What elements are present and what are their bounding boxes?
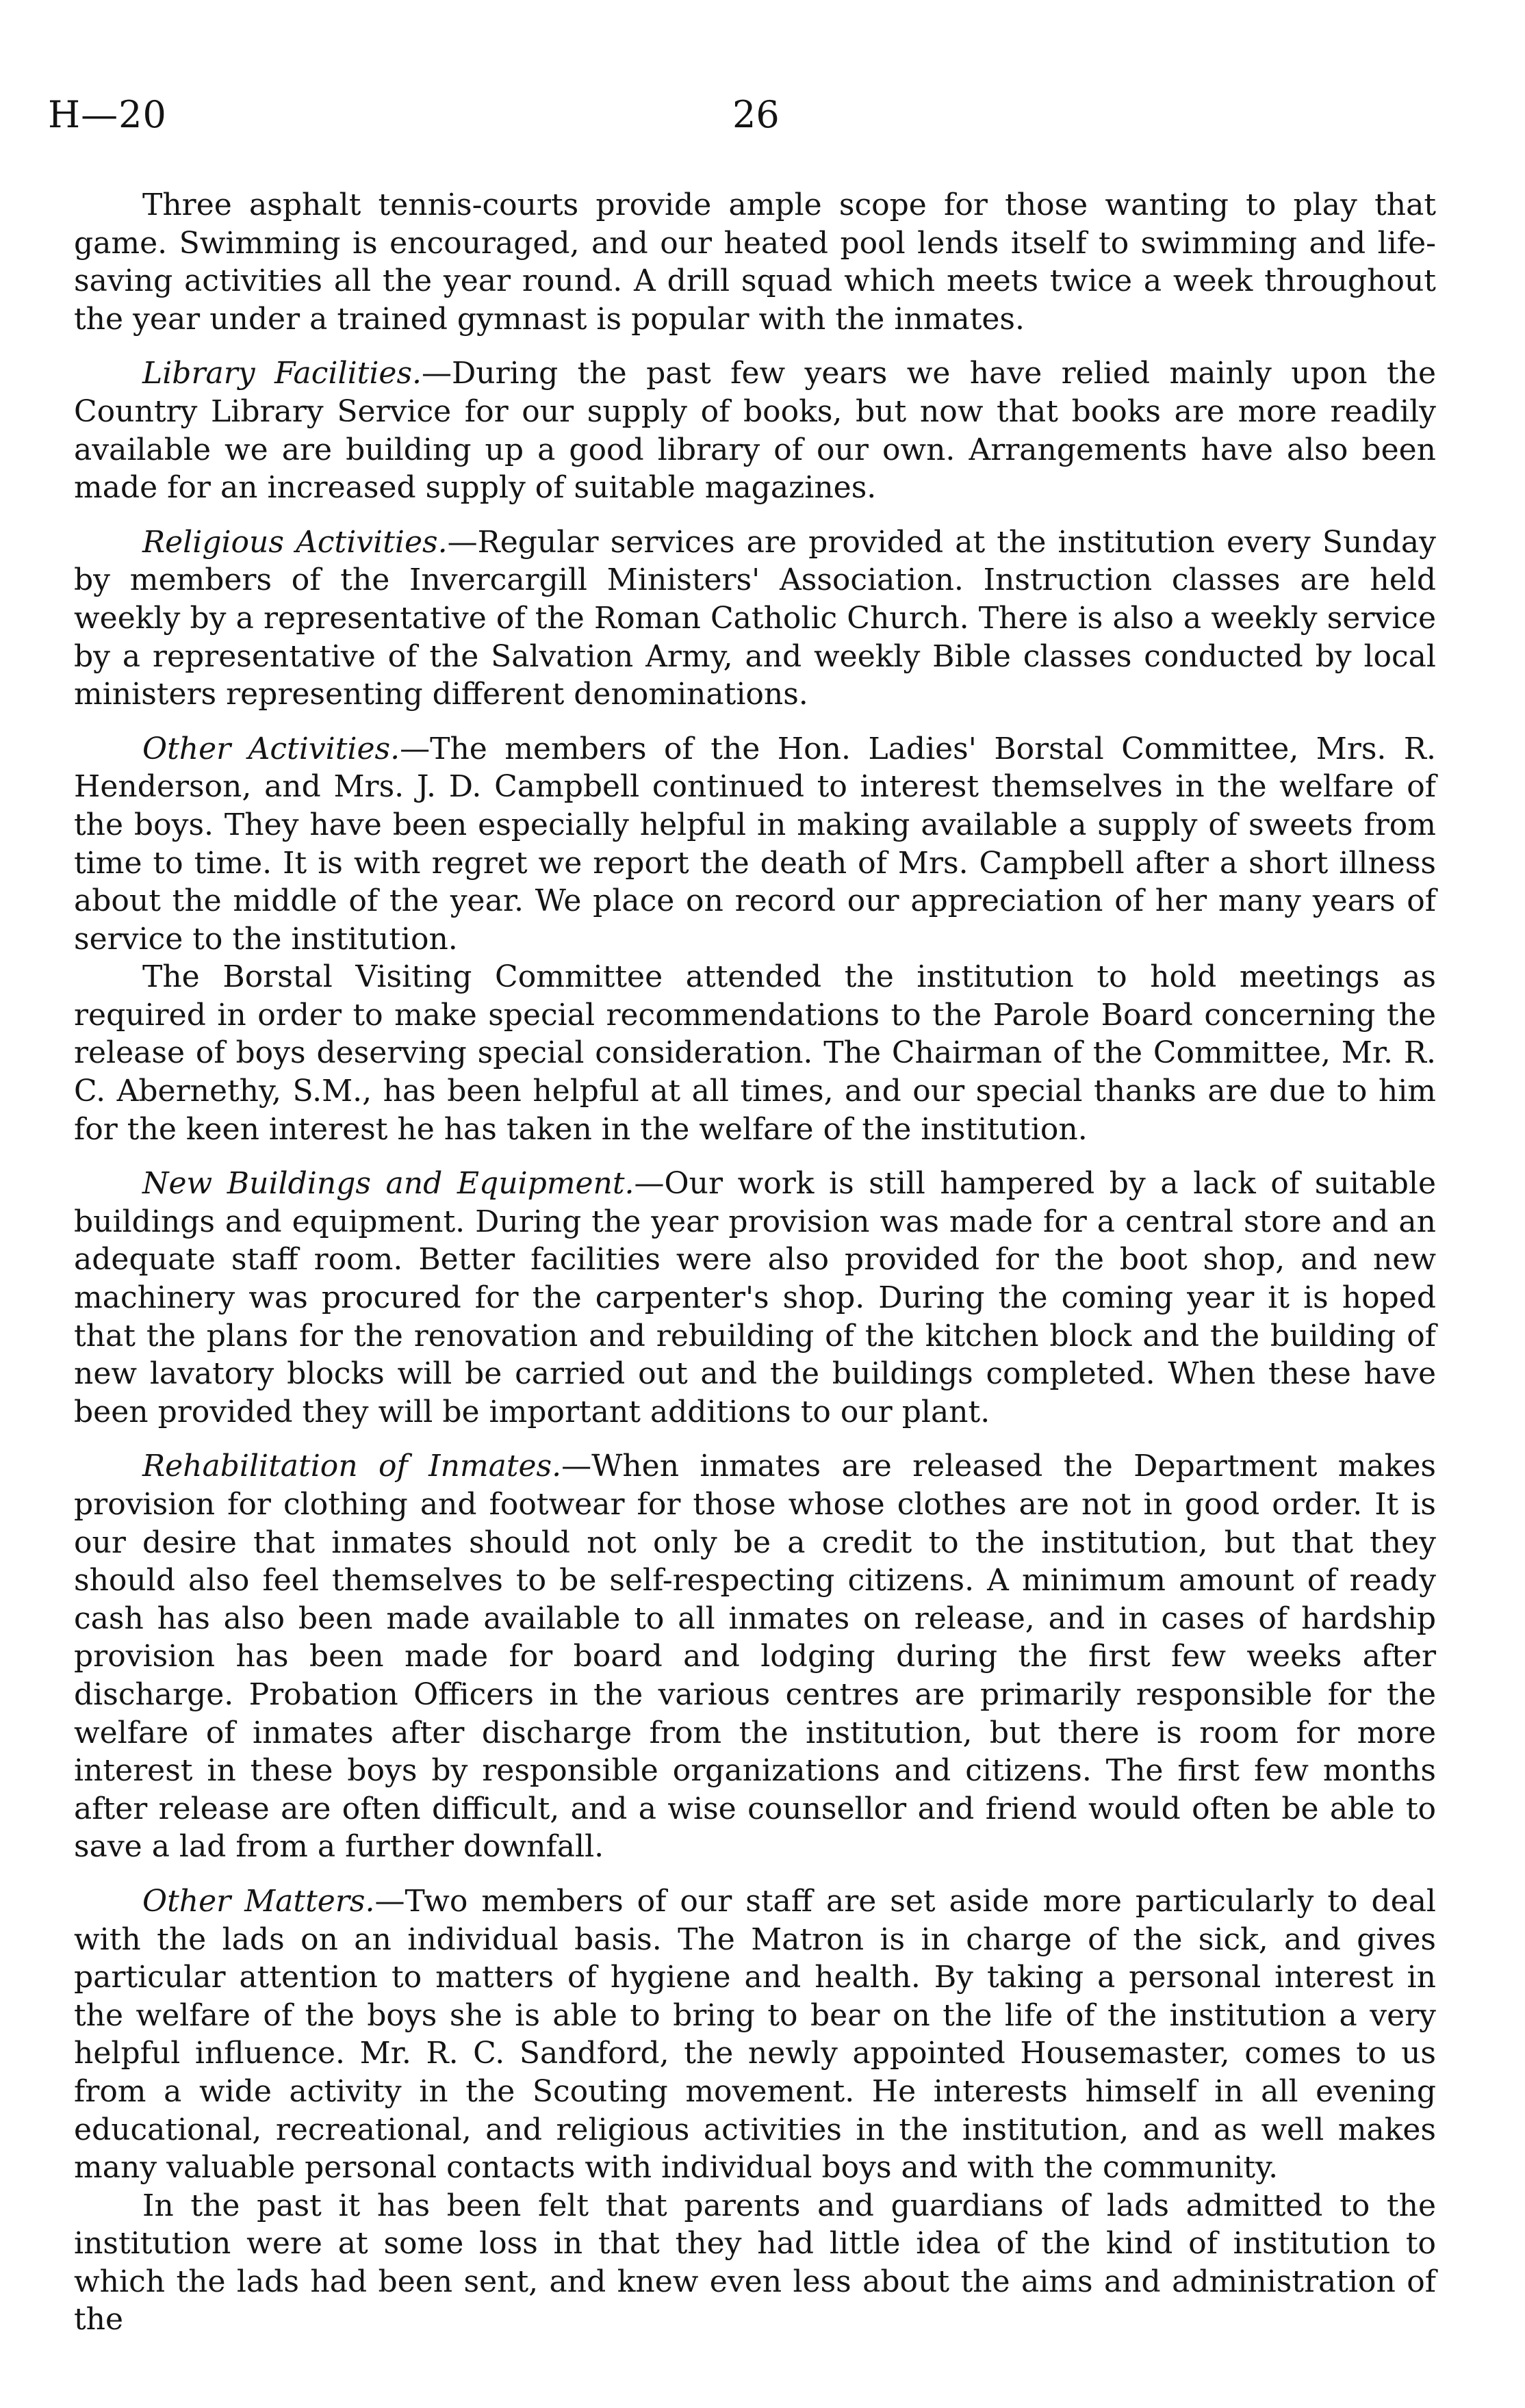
paragraph-heading: New Buildings and Equipment. — [142, 1166, 635, 1202]
paragraph-new-buildings — [74, 1165, 1436, 1431]
paragraph-visiting-committee — [74, 958, 1436, 1148]
page-number: 26 — [732, 93, 780, 136]
paragraph-text: —The members of the Hon. Ladies' Borstal Committee, Mrs. R. Henderson, and Mrs. J. D. Campbell continued to interest themselves in the welfare of the boys. They have been especially helpful in making available a supply of sweets from time to time. It is with regret we report the death of Mrs. Campbell after a short illness about the middle of the year. We place on record our appreciation of her many years of service to the institution. — [74, 731, 1436, 957]
paragraph-heading: Other Matters. — [142, 1883, 375, 1919]
body-text — [74, 186, 1436, 2339]
paragraph-religious-activities — [74, 523, 1436, 714]
paragraph-text: Three asphalt tennis-courts provide ample scope for those wanting to play that game. Swimming is encouraged, and our heated pool lends itself to swimming and life-saving activities all the year round. A drill squad which meets twice a week throughout the year under a trained gymnast is popular with the inmates. — [74, 187, 1436, 337]
paragraph-other-matters — [74, 1882, 1436, 2187]
page-header — [48, 88, 1437, 142]
paragraph-parents-guardians — [74, 2187, 1436, 2339]
paragraph-library-facilities — [74, 354, 1436, 506]
document-reference: H—20 — [48, 93, 167, 136]
paragraph-heading: Library Facilities. — [142, 356, 422, 391]
paragraph-text: —Regular services are provided at the institution every Sunday by members of the Invercargill Ministers' Association. Instruction classes are held weekly by a representative of the Roman Catholic Church. There is also a weekly service by a representative of the Salvation Army, and weekly Bible classes conducted by local ministers representing different denominations. — [74, 524, 1437, 712]
paragraph-text: The Borstal Visiting Committee attended the institution to hold meetings as required in order to make special recommendations to the Parole Board concerning the release of boys deserving special consideration. The Chairman of the Committee, Mr. R. C. Abernethy, S.M., has been helpful at all times, and our special thanks are due to him for the keen interest he has taken in the welfare of the institution. — [74, 959, 1436, 1147]
paragraph-heading: Religious Activities. — [142, 524, 448, 560]
paragraph-rehabilitation — [74, 1447, 1436, 1866]
paragraph-other-activities — [74, 730, 1436, 959]
paragraph-heading: Other Activities. — [142, 731, 400, 766]
paragraph-heading: Rehabilitation of Inmates. — [142, 1449, 562, 1484]
paragraph-text: —When inmates are released the Department makes provision for clothing and footwear for those whose clothes are not in good order. It is our desire that inmates should not only be a credit to the institution, but that they should also feel themselves to be self-respecting citizens. A minimum amount of ready cash has also been made available to all inmates on release, and in cases of hardship provision has been made for board and lodging during the first few weeks after discharge. Probation Officers in the various centres are primarily responsible for the welfare of inmates after discharge from the institution, but there is room for more interest in these boys by responsible organizations and citizens. The first few months after release are often difficult, and a wise counsellor and friend would often be able to save a lad from a further downfall. — [74, 1449, 1436, 1865]
paragraph-text: —During the past few years we have relied mainly upon the Country Library Service for our supply of books, but now that books are more readily available we are building up a good library of our own. Arrangements have also been made for an increased supply of suitable magazines. — [74, 356, 1437, 506]
paragraph-text: —Our work is still hampered by a lack of suitable buildings and equipment. During the year provision was made for a central store and an adequate staff room. Better facilities were also provided for the boot shop, and new machinery was procured for the carpenter's shop. During the coming year it is hoped that the plans for the renovation and rebuilding of the kitchen block and the building of new lavatory blocks will be carried out and the buildings completed. When these have been provided they will be important additions to our plant. — [74, 1166, 1436, 1429]
paragraph-text: In the past it has been felt that parents and guardians of lads admitted to the institution were at some loss in that they had little idea of the kind of institution to which the lads had been sent, and knew even less about the aims and administration of the — [74, 2188, 1436, 2338]
paragraph-sports — [74, 186, 1436, 338]
paragraph-text: —Two members of our staff are set aside more particularly to deal with the lads on an individual basis. The Matron is in charge of the sick, and gives particular attention to matters of hygiene and health. By taking a personal interest in the welfare of the boys she is able to bring to bear on the life of the institution a very helpful influence. Mr. R. C. Sandford, the newly appointed Housemaster, comes to us from a wide activity in the Scouting movement. He interests himself in all evening educational, recreational, and religious activities in the institution, and as well makes many valuable personal contacts with individual boys and with the community. — [74, 1883, 1436, 2186]
